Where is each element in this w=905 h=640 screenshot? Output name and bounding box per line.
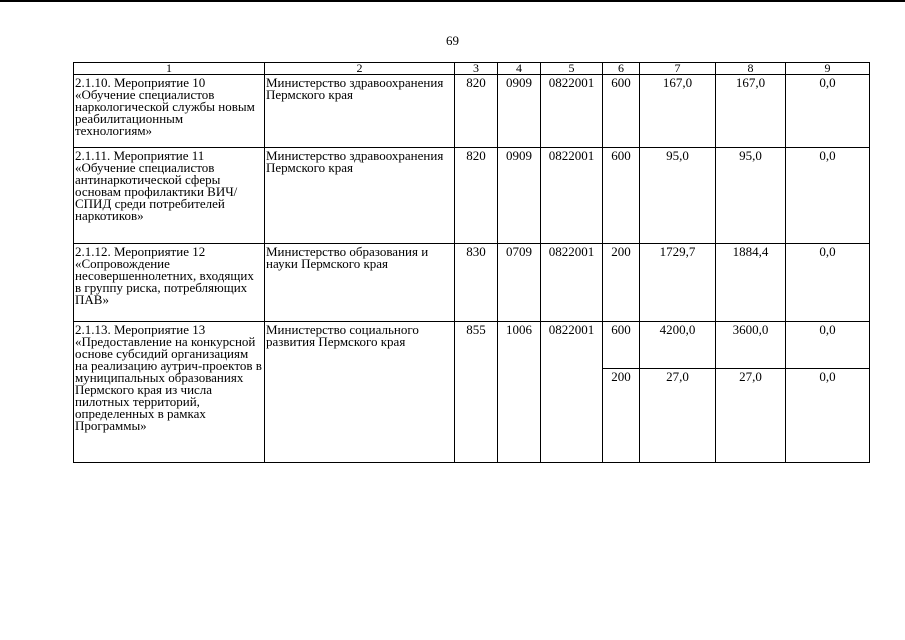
amount-col7: 1729,7 bbox=[640, 244, 716, 322]
expense-type: 200 bbox=[603, 244, 640, 322]
expense-type: 600 bbox=[603, 75, 640, 148]
column-number: 5 bbox=[541, 63, 603, 75]
column-number: 9 bbox=[786, 63, 870, 75]
column-number: 1 bbox=[74, 63, 265, 75]
section-code: 1006 bbox=[498, 322, 541, 463]
column-number: 7 bbox=[640, 63, 716, 75]
executor: Министерство образования и науки Пермского края bbox=[265, 244, 455, 322]
column-number-row bbox=[74, 63, 870, 75]
ministry-code: 820 bbox=[455, 75, 498, 148]
target-code: 0822001 bbox=[541, 322, 603, 463]
amount-col9: 0,0 bbox=[786, 148, 870, 244]
amount-col7: 27,0 bbox=[640, 369, 716, 463]
budget-table bbox=[73, 62, 870, 463]
table-row bbox=[74, 244, 870, 322]
column-number: 4 bbox=[498, 63, 541, 75]
activity-name: 2.1.12. Мероприятие 12 «Сопровождение несовершеннолетних, входящих в группу риска, потребляющих ПАВ» bbox=[74, 244, 265, 322]
ministry-code: 830 bbox=[455, 244, 498, 322]
table-row bbox=[74, 148, 870, 244]
amount-col7: 95,0 bbox=[640, 148, 716, 244]
column-number: 6 bbox=[603, 63, 640, 75]
amount-col8: 1884,4 bbox=[716, 244, 786, 322]
amount-col8: 95,0 bbox=[716, 148, 786, 244]
target-code: 0822001 bbox=[541, 244, 603, 322]
expense-type: 600 bbox=[603, 148, 640, 244]
ministry-code: 855 bbox=[455, 322, 498, 463]
top-rule bbox=[0, 0, 905, 2]
amount-col9: 0,0 bbox=[786, 369, 870, 463]
expense-type: 600 bbox=[603, 322, 640, 369]
amount-col9: 0,0 bbox=[786, 322, 870, 369]
amount-col8: 27,0 bbox=[716, 369, 786, 463]
column-number: 2 bbox=[265, 63, 455, 75]
activity-name: 2.1.13. Мероприятие 13 «Предоставление на конкурсной основе субсидий организациям на реализацию аутрич-проектов в муниципальных образованиях Пермского края из числа пилотных территорий, определенных в рамках Программы» bbox=[74, 322, 265, 463]
target-code: 0822001 bbox=[541, 148, 603, 244]
amount-col9: 0,0 bbox=[786, 244, 870, 322]
executor: Министерство социального развития Пермского края bbox=[265, 322, 455, 463]
amount-col8: 167,0 bbox=[716, 75, 786, 148]
ministry-code: 820 bbox=[455, 148, 498, 244]
amount-col9: 0,0 bbox=[786, 75, 870, 148]
executor: Министерство здравоохранения Пермского края bbox=[265, 148, 455, 244]
executor: Министерство здравоохранения Пермского края bbox=[265, 75, 455, 148]
section-code: 0709 bbox=[498, 244, 541, 322]
amount-col7: 167,0 bbox=[640, 75, 716, 148]
amount-col8: 3600,0 bbox=[716, 322, 786, 369]
table-row bbox=[74, 322, 870, 369]
activity-name: 2.1.10. Мероприятие 10 «Обучение специалистов наркологической службы новым реабилитационным технологиям» bbox=[74, 75, 265, 148]
section-code: 0909 bbox=[498, 75, 541, 148]
page-number: 69 bbox=[446, 33, 459, 48]
column-number: 3 bbox=[455, 63, 498, 75]
section-code: 0909 bbox=[498, 148, 541, 244]
table-row bbox=[74, 75, 870, 148]
column-number: 8 bbox=[716, 63, 786, 75]
activity-name: 2.1.11. Мероприятие 11 «Обучение специалистов антинаркотической сферы основам профилактики ВИЧ/СПИД среди потребителей наркотиков» bbox=[74, 148, 265, 244]
expense-type: 200 bbox=[603, 369, 640, 463]
target-code: 0822001 bbox=[541, 75, 603, 148]
amount-col7: 4200,0 bbox=[640, 322, 716, 369]
